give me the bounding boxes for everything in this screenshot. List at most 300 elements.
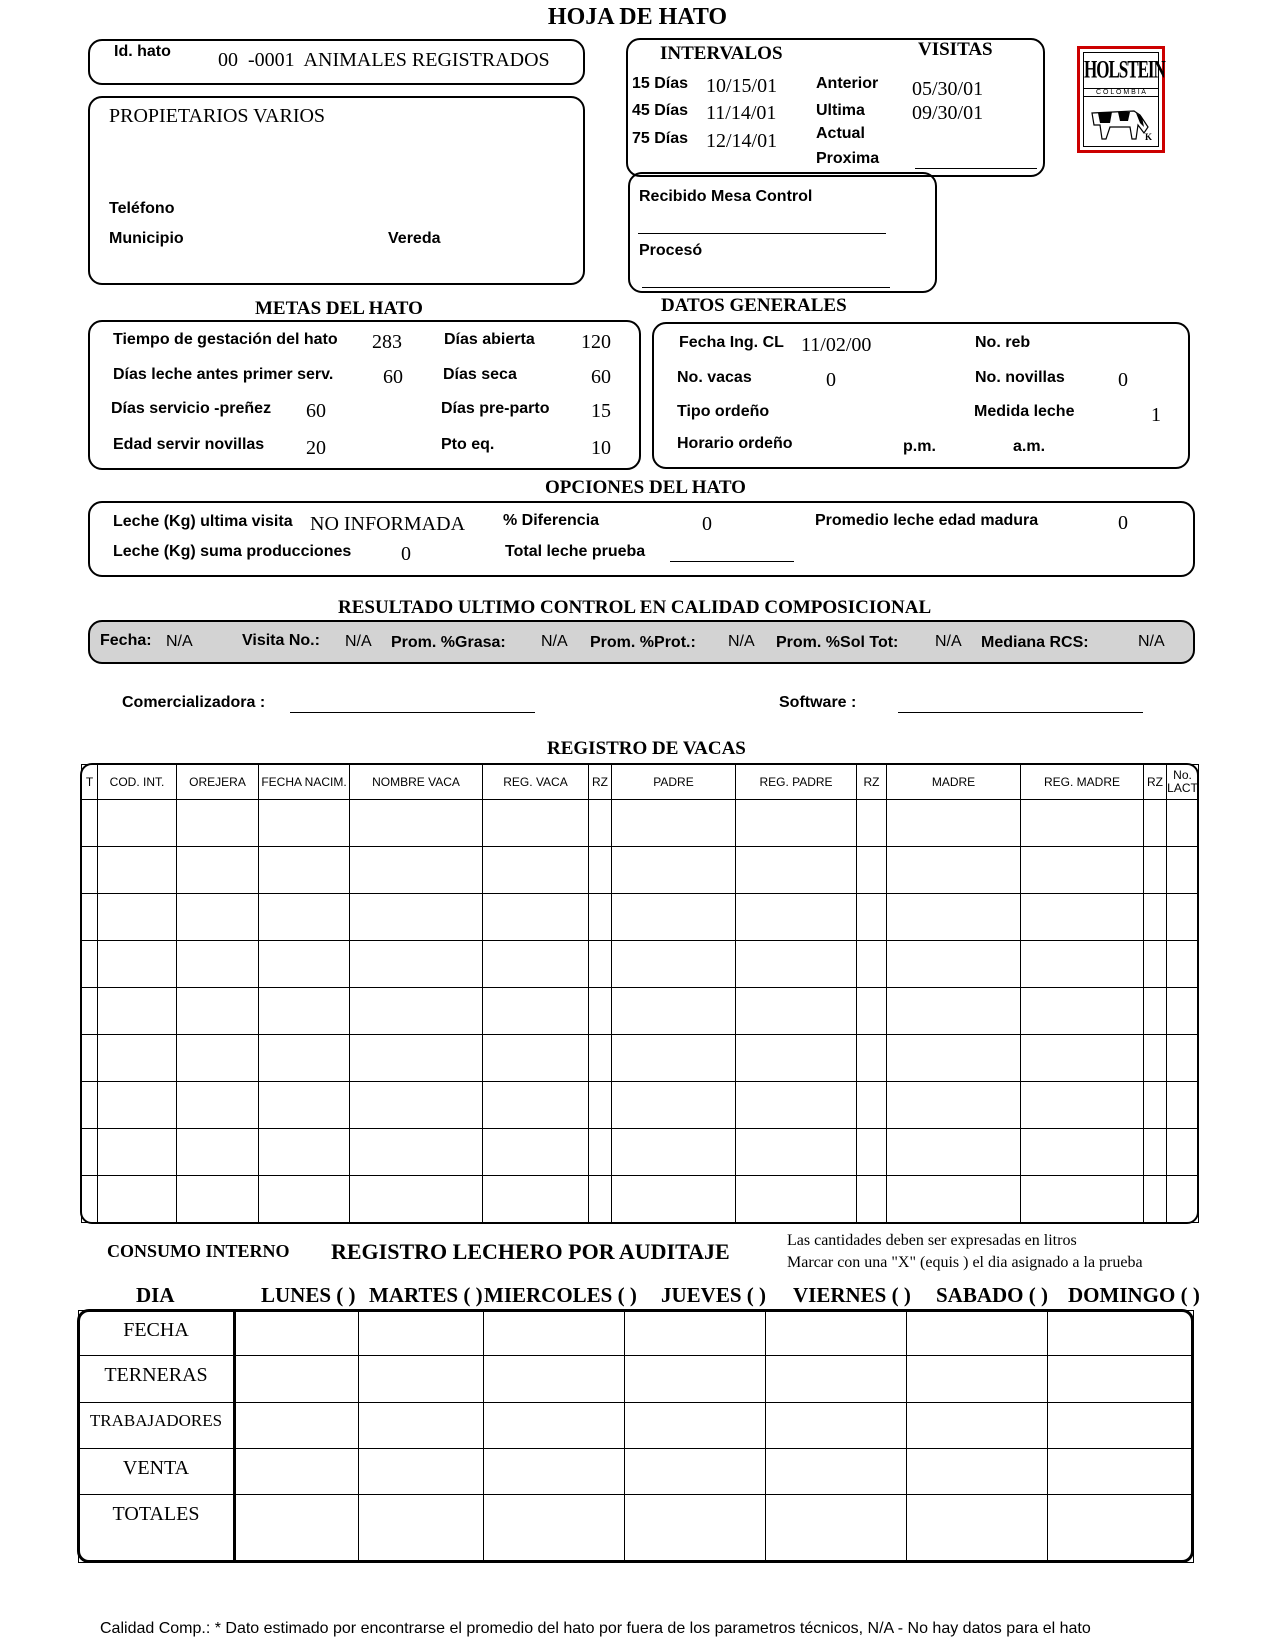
cow-cell[interactable]: [82, 894, 98, 941]
day-lunes[interactable]: LUNES ( ): [261, 1283, 356, 1307]
cow-cell[interactable]: [1021, 1129, 1144, 1176]
cow-cell[interactable]: [736, 894, 857, 941]
cow-cell[interactable]: [259, 800, 350, 847]
software-label: Software :: [779, 694, 857, 711]
cow-row: [82, 1129, 1199, 1176]
vereda-label: Vereda: [388, 230, 441, 247]
cow-cell[interactable]: [177, 1176, 259, 1223]
meta-seca-value: 60: [591, 366, 611, 388]
day-jueves[interactable]: JUEVES ( ): [661, 1283, 767, 1307]
audit-cell[interactable]: [907, 1311, 1048, 1356]
medida-leche-value: 1: [1151, 404, 1161, 426]
cow-cell[interactable]: [483, 1129, 589, 1176]
cow-row: [82, 847, 1199, 894]
cow-cell[interactable]: [177, 988, 259, 1035]
cow-cell[interactable]: [259, 1035, 350, 1082]
audit-row: [79, 1495, 1194, 1563]
total-prueba-label: Total leche prueba: [505, 543, 646, 560]
novillas-label: No. novillas: [975, 369, 1065, 386]
cow-cell[interactable]: [350, 1035, 483, 1082]
cow-cell[interactable]: [177, 1035, 259, 1082]
audit-cell[interactable]: [359, 1311, 484, 1356]
page-title: HOJA DE HATO: [547, 4, 728, 30]
cows-heading: REGISTRO DE VACAS: [547, 738, 746, 759]
audit-cell[interactable]: [766, 1356, 907, 1403]
cow-cell[interactable]: [177, 847, 259, 894]
cow-cell[interactable]: [483, 894, 589, 941]
cow-cell[interactable]: [857, 1129, 887, 1176]
fecha-ing-value: 11/02/00: [801, 334, 872, 356]
audit-cell[interactable]: [484, 1449, 625, 1495]
audit-cell[interactable]: [484, 1356, 625, 1403]
cow-cell[interactable]: [1144, 1082, 1167, 1129]
cow-cell[interactable]: [887, 847, 1021, 894]
cow-cell[interactable]: [82, 1176, 98, 1223]
cow-cell[interactable]: [612, 941, 736, 988]
audit-cell[interactable]: [359, 1403, 484, 1449]
cow-cell[interactable]: [887, 800, 1021, 847]
cow-cell[interactable]: [1167, 1129, 1199, 1176]
cow-cell[interactable]: [887, 988, 1021, 1035]
cow-cell[interactable]: [612, 1035, 736, 1082]
quality-fecha-label: Fecha:: [100, 632, 152, 649]
software-line[interactable]: [898, 712, 1143, 713]
cow-cell[interactable]: [1167, 1176, 1199, 1223]
general-heading: DATOS GENERALES: [661, 295, 847, 316]
interval-75-date: 12/14/01: [706, 130, 778, 152]
day-domingo[interactable]: DOMINGO ( ): [1068, 1283, 1200, 1307]
cow-cell[interactable]: [350, 1176, 483, 1223]
quality-prot-value: N/A: [728, 633, 755, 650]
cow-cell[interactable]: [350, 1082, 483, 1129]
cow-cell[interactable]: [857, 1035, 887, 1082]
meta-gestacion-value: 283: [372, 331, 402, 353]
consumo-label: CONSUMO INTERNO: [107, 1241, 290, 1261]
day-sabado[interactable]: SABADO ( ): [936, 1283, 1049, 1307]
cow-cell[interactable]: [1144, 1035, 1167, 1082]
cow-cell[interactable]: [259, 847, 350, 894]
day-viernes[interactable]: VIERNES ( ): [793, 1283, 911, 1307]
cow-cell[interactable]: [1021, 1082, 1144, 1129]
holstein-logo: [1077, 46, 1165, 153]
am-label: a.m.: [1013, 438, 1046, 455]
meta-pto-value: 10: [591, 437, 611, 459]
cow-cell[interactable]: [82, 1129, 98, 1176]
audit-cell[interactable]: [1048, 1356, 1194, 1403]
cow-cell[interactable]: [887, 1082, 1021, 1129]
col-nombre-vaca: NOMBRE VACA: [350, 765, 483, 800]
promedio-value: 0: [1118, 512, 1128, 534]
comercializadora-line[interactable]: [290, 712, 535, 713]
cow-cell[interactable]: [857, 941, 887, 988]
cow-cell[interactable]: [857, 1082, 887, 1129]
cow-cell[interactable]: [177, 894, 259, 941]
cow-row: [82, 941, 1199, 988]
col-rz-madre: RZ: [1144, 765, 1167, 800]
cow-cell[interactable]: [350, 941, 483, 988]
cow-cell[interactable]: [589, 941, 612, 988]
cow-cell[interactable]: [1021, 847, 1144, 894]
cow-cell[interactable]: [589, 1129, 612, 1176]
cow-cell[interactable]: [259, 1176, 350, 1223]
diferencia-value: 0: [702, 513, 712, 535]
cow-cell[interactable]: [98, 1129, 177, 1176]
quality-rcs-value: N/A: [1138, 633, 1165, 650]
col-t: T: [82, 765, 98, 800]
col-orejera: OREJERA: [177, 765, 259, 800]
cow-cell[interactable]: [736, 1129, 857, 1176]
visits-heading: VISITAS: [918, 39, 993, 60]
cow-cell[interactable]: [1167, 800, 1199, 847]
audit-cell[interactable]: [1048, 1311, 1194, 1356]
cow-cell[interactable]: [1144, 894, 1167, 941]
tipo-ordeno-label: Tipo ordeño: [677, 403, 770, 420]
cow-cell[interactable]: [259, 988, 350, 1035]
interval-45-date: 11/14/01: [706, 102, 777, 124]
audit-cell[interactable]: [484, 1311, 625, 1356]
audit-cell[interactable]: [484, 1403, 625, 1449]
novillas-value: 0: [1118, 369, 1128, 391]
intervals-heading: INTERVALOS: [660, 43, 783, 64]
cow-cell[interactable]: [857, 894, 887, 941]
cow-cell[interactable]: [483, 1082, 589, 1129]
cows-header-row: [82, 765, 1199, 800]
cow-cell[interactable]: [1167, 894, 1199, 941]
audit-cell[interactable]: [907, 1495, 1048, 1563]
cow-cell[interactable]: [177, 800, 259, 847]
audit-cell[interactable]: [625, 1311, 766, 1356]
col-reg-madre: REG. MADRE: [1021, 765, 1144, 800]
cow-cell[interactable]: [736, 847, 857, 894]
visit-ultima-value: 09/30/01: [912, 102, 984, 124]
suma-label: Leche (Kg) suma producciones: [113, 543, 352, 560]
cow-cell[interactable]: [98, 847, 177, 894]
cow-row: [82, 800, 1199, 847]
cow-cell[interactable]: [82, 988, 98, 1035]
visit-anterior-value: 05/30/01: [912, 78, 984, 100]
meta-leche-primer-label: Días leche antes primer serv.: [113, 366, 334, 383]
cow-cell[interactable]: [1144, 1129, 1167, 1176]
cow-cell[interactable]: [259, 941, 350, 988]
interval-75-label: 75 Días: [632, 130, 689, 147]
cow-row: [82, 1035, 1199, 1082]
col-no-lact: No. LACT: [1167, 765, 1199, 800]
cow-cell[interactable]: [177, 1082, 259, 1129]
cow-cell[interactable]: [736, 800, 857, 847]
audit-cell[interactable]: [766, 1403, 907, 1449]
cow-cell[interactable]: [350, 894, 483, 941]
meta-pto-label: Pto eq.: [441, 436, 495, 453]
meta-gestacion-label: Tiempo de gestación del hato: [113, 331, 338, 348]
visit-ultima-label: Ultima: [816, 102, 865, 119]
col-rz-padre: RZ: [857, 765, 887, 800]
owner-name: PROPIETARIOS VARIOS: [109, 105, 326, 127]
diferencia-label: % Diferencia: [503, 512, 600, 529]
audit-cell[interactable]: [766, 1495, 907, 1563]
cow-cell[interactable]: [589, 894, 612, 941]
phone-label: Teléfono: [109, 200, 175, 217]
audit-cell[interactable]: [625, 1403, 766, 1449]
quality-soltot-value: N/A: [935, 633, 962, 650]
day-miercoles[interactable]: MIERCOLES ( ): [484, 1283, 637, 1307]
cow-cell[interactable]: [887, 941, 1021, 988]
meta-seca-label: Días seca: [443, 366, 517, 383]
quality-heading: RESULTADO ULTIMO CONTROL EN CALIDAD COMPOSICIONAL: [338, 597, 932, 618]
promedio-label: Promedio leche edad madura: [815, 512, 1039, 529]
audit-cell[interactable]: [1048, 1449, 1194, 1495]
cow-cell[interactable]: [350, 988, 483, 1035]
cow-cell[interactable]: [612, 847, 736, 894]
quality-grasa-value: N/A: [541, 633, 568, 650]
quality-prot-label: Prom. %Prot.:: [590, 634, 696, 651]
horario-ordeno-label: Horario ordeño: [677, 435, 793, 452]
audit-row-label: TRABAJADORES: [79, 1403, 235, 1449]
hato-id-value: 00 -0001 ANIMALES REGISTRADOS: [218, 49, 550, 71]
municipio-label: Municipio: [109, 230, 184, 247]
quality-rcs-label: Mediana RCS:: [981, 634, 1089, 651]
processed-line: [642, 287, 890, 288]
cow-cell[interactable]: [589, 988, 612, 1035]
cow-cell[interactable]: [1144, 941, 1167, 988]
svg-text:K: K: [1145, 132, 1153, 142]
cow-cell[interactable]: [1021, 1176, 1144, 1223]
audit-note-marcar: Marcar con una "X" (equis ) el dia asignado a la prueba: [787, 1254, 1143, 1271]
audit-cell[interactable]: [1048, 1403, 1194, 1449]
cow-cell[interactable]: [589, 1035, 612, 1082]
audit-cell[interactable]: [907, 1449, 1048, 1495]
audit-cell[interactable]: [625, 1495, 766, 1563]
cow-cell[interactable]: [350, 1129, 483, 1176]
interval-15-label: 15 Días: [632, 75, 689, 92]
cow-cell[interactable]: [857, 847, 887, 894]
holstein-cow-icon: [1088, 103, 1154, 143]
audit-cell[interactable]: [235, 1356, 359, 1403]
audit-row-label: TOTALES: [79, 1495, 235, 1563]
cow-cell[interactable]: [857, 1176, 887, 1223]
cow-cell[interactable]: [259, 1129, 350, 1176]
cow-cell[interactable]: [350, 800, 483, 847]
cow-cell[interactable]: [1167, 941, 1199, 988]
audit-cell[interactable]: [235, 1311, 359, 1356]
audit-row-label: FECHA: [79, 1311, 235, 1356]
dia-label: DIA: [136, 1283, 175, 1307]
cow-cell[interactable]: [1167, 1035, 1199, 1082]
cow-cell[interactable]: [612, 1129, 736, 1176]
cow-cell[interactable]: [612, 988, 736, 1035]
cow-cell[interactable]: [259, 1082, 350, 1129]
cow-cell[interactable]: [98, 1035, 177, 1082]
pm-label: p.m.: [903, 438, 936, 455]
visit-anterior-label: Anterior: [816, 75, 879, 92]
cow-row: [82, 988, 1199, 1035]
cow-cell[interactable]: [857, 800, 887, 847]
cow-cell[interactable]: [483, 847, 589, 894]
col-fecha-nacim: FECHA NACIM.: [259, 765, 350, 800]
cow-cell[interactable]: [1167, 847, 1199, 894]
cow-cell[interactable]: [736, 941, 857, 988]
audit-row: [79, 1449, 1194, 1495]
meta-preparto-value: 15: [591, 400, 611, 422]
medida-leche-label: Medida leche: [974, 403, 1075, 420]
col-rz-vaca: RZ: [589, 765, 612, 800]
leche-ultima-label: Leche (Kg) ultima visita: [113, 513, 293, 530]
vacas-value: 0: [826, 369, 836, 391]
audit-row: [79, 1403, 1194, 1449]
cow-cell[interactable]: [483, 800, 589, 847]
audit-cell[interactable]: [766, 1311, 907, 1356]
leche-ultima-value: NO INFORMADA: [310, 513, 466, 535]
cow-cell[interactable]: [259, 894, 350, 941]
audit-row-label: VENTA: [79, 1449, 235, 1495]
meta-leche-primer-value: 60: [383, 366, 403, 388]
col-madre: MADRE: [887, 765, 1021, 800]
audit-row: [79, 1311, 1194, 1356]
cow-cell[interactable]: [98, 1176, 177, 1223]
quality-visita-value: N/A: [345, 633, 372, 650]
meta-abierta-value: 120: [581, 331, 611, 353]
interval-15-date: 10/15/01: [706, 75, 778, 97]
cow-row: [82, 1082, 1199, 1129]
meta-servicio-label: Días servicio -preñez: [111, 400, 272, 417]
cow-cell[interactable]: [1021, 941, 1144, 988]
received-line: [638, 233, 886, 234]
audit-table: [78, 1310, 1194, 1563]
cow-cell[interactable]: [1167, 988, 1199, 1035]
audit-cell[interactable]: [625, 1356, 766, 1403]
audit-cell[interactable]: [907, 1356, 1048, 1403]
logo-subtext: C O L O M B I A: [1084, 88, 1158, 97]
cow-cell[interactable]: [612, 800, 736, 847]
cow-cell[interactable]: [887, 1176, 1021, 1223]
cow-cell[interactable]: [1167, 1082, 1199, 1129]
cow-cell[interactable]: [177, 1129, 259, 1176]
cow-cell[interactable]: [887, 1035, 1021, 1082]
audit-cell[interactable]: [359, 1495, 484, 1563]
audit-cell[interactable]: [766, 1449, 907, 1495]
cow-cell[interactable]: [887, 1129, 1021, 1176]
audit-cell[interactable]: [235, 1449, 359, 1495]
metas-heading: METAS DEL HATO: [255, 298, 423, 319]
cow-cell[interactable]: [887, 894, 1021, 941]
audit-row-label: TERNERAS: [79, 1356, 235, 1403]
col-cod-int: COD. INT.: [98, 765, 177, 800]
cow-cell[interactable]: [612, 1082, 736, 1129]
cow-cell[interactable]: [1144, 1176, 1167, 1223]
hato-id-label: Id. hato: [114, 43, 171, 60]
cow-cell[interactable]: [82, 800, 98, 847]
cow-cell[interactable]: [98, 1082, 177, 1129]
cow-cell[interactable]: [736, 1176, 857, 1223]
cows-table: [81, 764, 1199, 1223]
cow-cell[interactable]: [98, 800, 177, 847]
processed-label: Procesó: [639, 242, 703, 259]
cow-cell[interactable]: [589, 847, 612, 894]
cow-row: [82, 1176, 1199, 1223]
logo-text: HOLSTEIN: [1084, 55, 1165, 84]
cow-cell[interactable]: [177, 941, 259, 988]
cow-cell[interactable]: [736, 988, 857, 1035]
quality-fecha-value: N/A: [166, 633, 193, 650]
cow-cell[interactable]: [82, 941, 98, 988]
audit-cell[interactable]: [359, 1356, 484, 1403]
col-reg-padre: REG. PADRE: [736, 765, 857, 800]
cow-cell[interactable]: [589, 1176, 612, 1223]
audit-cell[interactable]: [359, 1449, 484, 1495]
cow-cell[interactable]: [612, 1176, 736, 1223]
quality-grasa-label: Prom. %Grasa:: [391, 634, 506, 651]
cow-cell[interactable]: [1021, 988, 1144, 1035]
cow-cell[interactable]: [1144, 988, 1167, 1035]
cow-cell[interactable]: [857, 988, 887, 1035]
cow-cell[interactable]: [483, 1035, 589, 1082]
meta-novillas-value: 20: [306, 437, 326, 459]
cow-cell[interactable]: [98, 988, 177, 1035]
cow-cell[interactable]: [1021, 800, 1144, 847]
interval-45-label: 45 Días: [632, 102, 689, 119]
cow-cell[interactable]: [1144, 847, 1167, 894]
comercializadora-label: Comercializadora :: [122, 694, 266, 711]
quality-visita-label: Visita No.:: [242, 632, 320, 649]
visit-proxima-label: Proxima: [816, 150, 880, 167]
meta-preparto-label: Días pre-parto: [441, 400, 550, 417]
audit-cell[interactable]: [1048, 1495, 1194, 1563]
cow-cell[interactable]: [82, 847, 98, 894]
audit-note-litros: Las cantidades deben ser expresadas en litros: [787, 1232, 1077, 1249]
audit-cell[interactable]: [625, 1449, 766, 1495]
cow-cell[interactable]: [483, 941, 589, 988]
options-heading: OPCIONES DEL HATO: [545, 477, 746, 498]
cow-cell[interactable]: [1021, 1035, 1144, 1082]
cow-cell[interactable]: [736, 1035, 857, 1082]
meta-abierta-label: Días abierta: [444, 331, 535, 348]
cow-cell[interactable]: [589, 1082, 612, 1129]
total-prueba-line: [670, 561, 794, 562]
cow-cell[interactable]: [736, 1082, 857, 1129]
cow-cell[interactable]: [98, 894, 177, 941]
cow-row: [82, 894, 1199, 941]
meta-novillas-label: Edad servir novillas: [113, 436, 265, 453]
reb-label: No. reb: [975, 334, 1031, 351]
col-padre: PADRE: [612, 765, 736, 800]
cow-cell[interactable]: [98, 941, 177, 988]
visit-actual-label: Actual: [816, 125, 865, 142]
received-label: Recibido Mesa Control: [639, 188, 813, 205]
audit-cell[interactable]: [235, 1403, 359, 1449]
col-reg-vaca: REG. VACA: [483, 765, 589, 800]
audit-heading: REGISTRO LECHERO POR AUDITAJE: [331, 1239, 730, 1264]
meta-servicio-value: 60: [306, 400, 326, 422]
audit-cell[interactable]: [484, 1495, 625, 1563]
day-martes[interactable]: MARTES ( ): [369, 1283, 483, 1307]
audit-cell[interactable]: [235, 1495, 359, 1563]
cow-cell[interactable]: [612, 894, 736, 941]
audit-row: [79, 1356, 1194, 1403]
quality-soltot-label: Prom. %Sol Tot:: [776, 634, 899, 651]
suma-value: 0: [401, 543, 411, 565]
cow-cell[interactable]: [483, 1176, 589, 1223]
audit-cell[interactable]: [907, 1403, 1048, 1449]
cow-cell[interactable]: [82, 1082, 98, 1129]
cow-cell[interactable]: [589, 800, 612, 847]
vacas-label: No. vacas: [677, 369, 752, 386]
cow-cell[interactable]: [1021, 894, 1144, 941]
footer-note: Calidad Comp.: * Dato estimado por encontrarse el promedio del hato por fuera de los parametros técnicos, N/A - No hay datos para el hato: [100, 1620, 1091, 1637]
proxima-line: [915, 168, 1037, 169]
cow-cell[interactable]: [483, 988, 589, 1035]
cow-cell[interactable]: [1144, 800, 1167, 847]
cow-cell[interactable]: [82, 1035, 98, 1082]
cow-cell[interactable]: [350, 847, 483, 894]
